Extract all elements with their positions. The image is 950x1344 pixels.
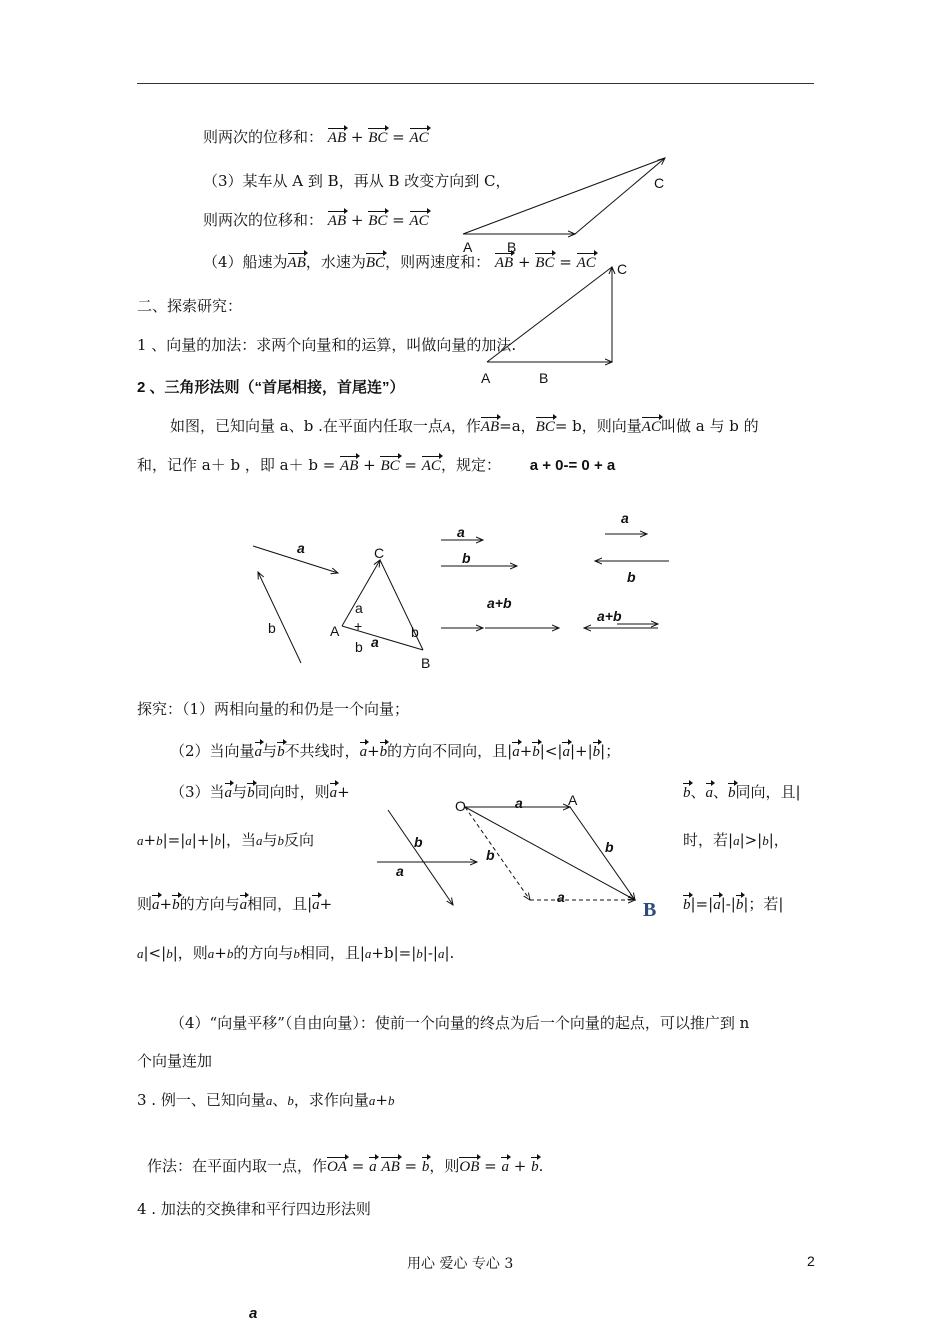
label-a: a [621,510,629,526]
vector-b [388,810,453,905]
label-b-large: B [643,899,657,921]
text-line: （4）船速为AB，水速为BC，则两速度和： AB + BC = AC [203,253,596,271]
vector-ac [487,267,612,362]
text-line: a+b|=|a|+|b|，当a与b反向 [137,831,315,849]
text-line: 则两次的位移和： AB + BC = AC [203,211,429,229]
vector-ab [570,807,635,900]
plus-sign: + [354,618,363,634]
text-line: （3）当a与b同向时，则a+ [170,783,350,801]
label-b: B [539,370,549,386]
label-a: A [330,623,340,639]
vector-a [253,546,338,573]
crossing-vectors-figure [377,810,477,905]
vector-b-dashed [465,807,530,900]
text-line: 探究：（1）两相向量的和仍是一个向量； [137,700,410,718]
text-line: 个向量连加 [137,1052,213,1070]
label-a: a [457,524,465,540]
text-line: 时，若|a|>|b|， [683,831,789,849]
label-b: b [355,639,363,655]
label-a: A [481,370,491,386]
vector-b [258,572,301,663]
label-a: a [371,634,379,650]
car-triangle-figure [463,158,665,255]
label-a-plus-b: a+b [487,595,512,611]
text-line: 如图，已知向量 a、b .在平面内任取一点A，作AB=a，BC= b，则向量AC叫做 a 与 b 的 [170,417,759,435]
text-line: b、a、b同向，且| [683,783,801,801]
label-a: a [557,889,565,905]
label-c: C [654,175,665,191]
text-line: 1 、向量的加法：求两个向量和的运算，叫做向量的加法. [137,336,517,354]
section-title: 二、探索研究： [137,297,243,315]
label-b: b [268,620,276,636]
page-number: 2 [807,1253,815,1269]
parallelogram-figure [455,792,656,921]
label-b: B [421,655,431,671]
label-b: b [486,847,495,863]
collinear-same-figure [441,524,559,628]
vector-a-plus-b [342,560,380,626]
text-line: 4 . 加法的交换律和平行四边形法则 [137,1200,371,1218]
stray-label: a [249,1305,258,1322]
text-line: 3 . 例一、已知向量a、b，求作向量a+b [137,1091,395,1109]
text-line: 和，记作 a＋ b ，即 a＋ b = AB + BC = AC，规定： a + 0-= 0 + a [137,456,616,474]
boat-triangle-figure [481,261,627,386]
vector-bc [575,158,665,234]
text-line: b|=|a|-|b|；若| [683,895,784,913]
label-b: B [507,239,517,255]
label-a: A [463,239,473,255]
vector-ac [463,158,665,234]
label-a: A [568,792,578,808]
triangle-rule-figure [253,540,430,671]
label-a: a [396,863,404,879]
text-line: 则两次的位移和： AB + BC = AC [203,128,429,146]
text-line: （3）某车从 A 到 B，再从 B 改变方向到 C， [203,172,511,190]
collinear-opposite-figure [584,510,669,628]
text-line: a|<|b|，则a+b的方向与b相同，且|a+b|=|b|-|a|. [137,944,455,962]
text-line: 则a+b的方向与a相同，且|a+ [137,895,333,913]
text-line: （2）当向量a与b不共线时，a+b的方向不同向，且|a+b|<|a|+|b|； [170,742,621,760]
label-b: b [605,839,614,855]
footer-text: 用心 爱心 专心 3 [407,1256,514,1272]
label-a: a [297,540,305,556]
text-line: 作法：在平面内取一点，作OA = a AB = b，则OB = a + b. [147,1157,544,1175]
text-line: （4）“向量平移”（自由向量）：使前一个向量的终点为后一个向量的起点，可以推广到 n [170,1014,750,1032]
label-a-plus-b: a+b [597,608,622,624]
subsection-title: 2 、三角形法则（“首尾相接，首尾连”） [137,379,405,396]
label-c: C [617,261,628,277]
label-b: b [462,550,471,566]
label-o: O [455,798,466,814]
label-a: a [515,795,523,811]
label-a: a [355,600,363,616]
label-b: b [411,624,419,640]
label-c: C [374,545,385,561]
label-b: b [627,569,636,585]
label-b: b [414,834,423,850]
